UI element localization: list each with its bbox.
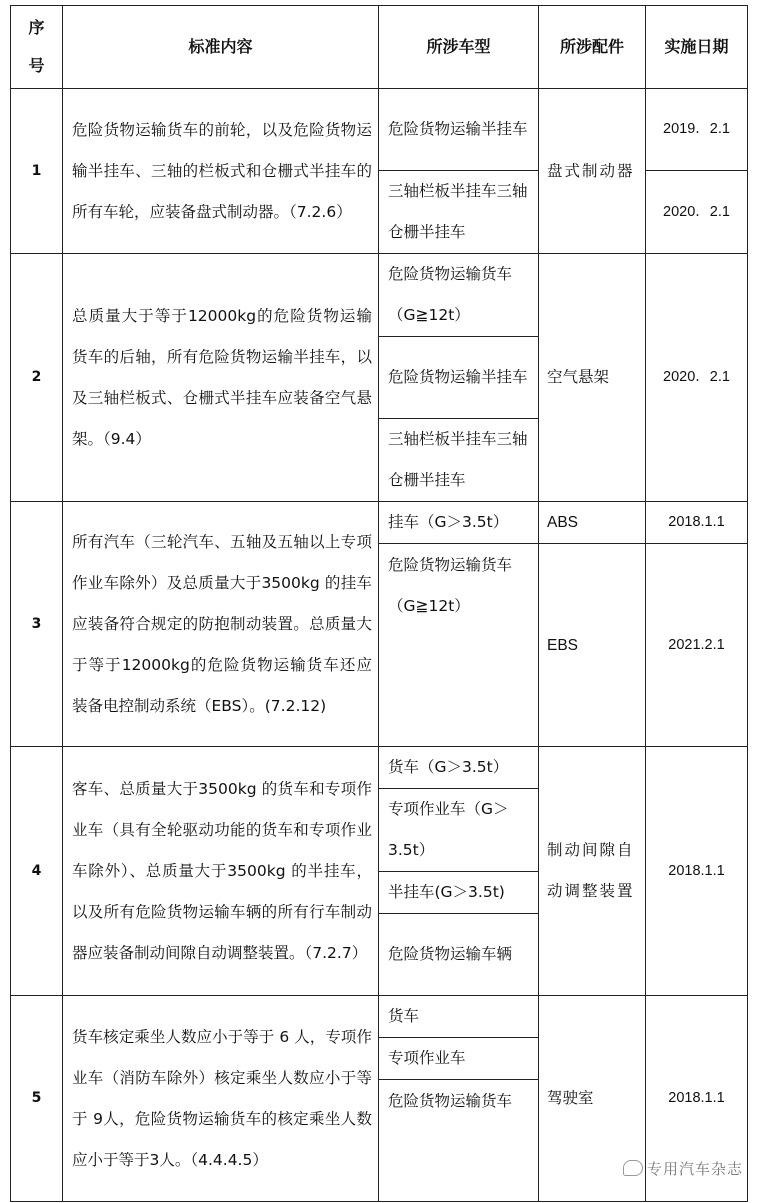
standards-table — [10, 5, 748, 1202]
row-standard: 所有汽车（三轮汽车、五轴及五轴以上专项作业车除外）及总质量大于3500kg 的挂车应装备符合规定的防抱制动装置。总质量大于等于12000kg的危险货物运输货车还应装备电控制动系统（EBS）。(7.2.12) — [63, 502, 379, 747]
row-standard: 客车、总质量大于3500kg 的货车和专项作业车（具有全轮驱动功能的货车和专项作业车除外）、总质量大于3500kg 的半挂车，以及所有危险货物运输车辆的所有行车制动器应装备制动间隙自动调整装置。（7.2.7） — [63, 747, 379, 996]
header-part: 所涉配件 — [539, 6, 646, 89]
row-vehicle: 三轴栏板半挂车三轴仓栅半挂车 — [379, 419, 539, 502]
row-vehicle: 危险货物运输货车（G≧12t） — [379, 254, 539, 337]
row-standard: 总质量大于等于12000kg的危险货物运输货车的后轴，所有危险货物运输半挂车，以及三轴栏板式、仓栅式半挂车应装备空气悬架。（9.4） — [63, 254, 379, 502]
wechat-icon — [623, 1160, 643, 1176]
row-seq: 5 — [11, 996, 63, 1202]
header-vehicle: 所涉车型 — [379, 6, 539, 89]
header-row — [11, 6, 748, 89]
header-standard: 标准内容 — [63, 6, 379, 89]
row-part: 制动间隙自动调整装置 — [539, 747, 646, 996]
watermark-text: 专用汽车杂志 — [646, 1160, 743, 1178]
row-part: 驾驶室 — [539, 996, 646, 1202]
row-vehicle: 专项作业车 — [379, 1038, 539, 1080]
row-date: 2020．2.1 — [646, 171, 748, 254]
row-vehicle: 半挂车(G＞3.5t) — [379, 872, 539, 914]
row-part: EBS — [539, 544, 646, 747]
row-standard: 货车核定乘坐人数应小于等于 6 人，专项作业车（消防车除外）核定乘坐人数应小于等于 9人，危险货物运输货车的核定乘坐人数应小于等于3人。（4.4.4.5） — [63, 996, 379, 1202]
table-row — [11, 89, 748, 171]
watermark — [623, 1158, 743, 1179]
row-vehicle: 专项作业车（G＞3.5t） — [379, 789, 539, 872]
row-vehicle: 危险货物运输车辆 — [379, 914, 539, 996]
row-vehicle: 货车 — [379, 996, 539, 1038]
row-date: 2021.2.1 — [646, 544, 748, 747]
row-part: ABS — [539, 502, 646, 544]
table-row — [11, 996, 748, 1038]
row-vehicle: 危险货物运输半挂车 — [379, 337, 539, 419]
row-vehicle: 货车（G＞3.5t） — [379, 747, 539, 789]
row-part: 空气悬架 — [539, 254, 646, 502]
row-date: 2018.1.1 — [646, 996, 748, 1202]
row-seq: 1 — [11, 89, 63, 254]
row-vehicle: 危险货物运输半挂车 — [379, 89, 539, 171]
row-seq: 2 — [11, 254, 63, 502]
row-date: 2020．2.1 — [646, 254, 748, 502]
header-seq: 序号 — [11, 6, 63, 89]
table-row — [11, 502, 748, 544]
row-vehicle: 挂车（G＞3.5t） — [379, 502, 539, 544]
row-vehicle: 危险货物运输货车 — [379, 1080, 539, 1202]
table-row — [11, 747, 748, 789]
header-date: 实施日期 — [646, 6, 748, 89]
row-seq: 3 — [11, 502, 63, 747]
row-part: 盘式制动器 — [539, 89, 646, 254]
row-date: 2019．2.1 — [646, 89, 748, 171]
row-vehicle: 危险货物运输货车（G≧12t） — [379, 544, 539, 747]
row-date: 2018.1.1 — [646, 747, 748, 996]
row-vehicle: 三轴栏板半挂车三轴仓栅半挂车 — [379, 171, 539, 254]
row-date: 2018.1.1 — [646, 502, 748, 544]
row-seq: 4 — [11, 747, 63, 996]
row-standard: 危险货物运输货车的前轮，以及危险货物运输半挂车、三轴的栏板式和仓栅式半挂车的所有车轮，应装备盘式制动器。（7.2.6） — [63, 89, 379, 254]
table-row — [11, 254, 748, 337]
